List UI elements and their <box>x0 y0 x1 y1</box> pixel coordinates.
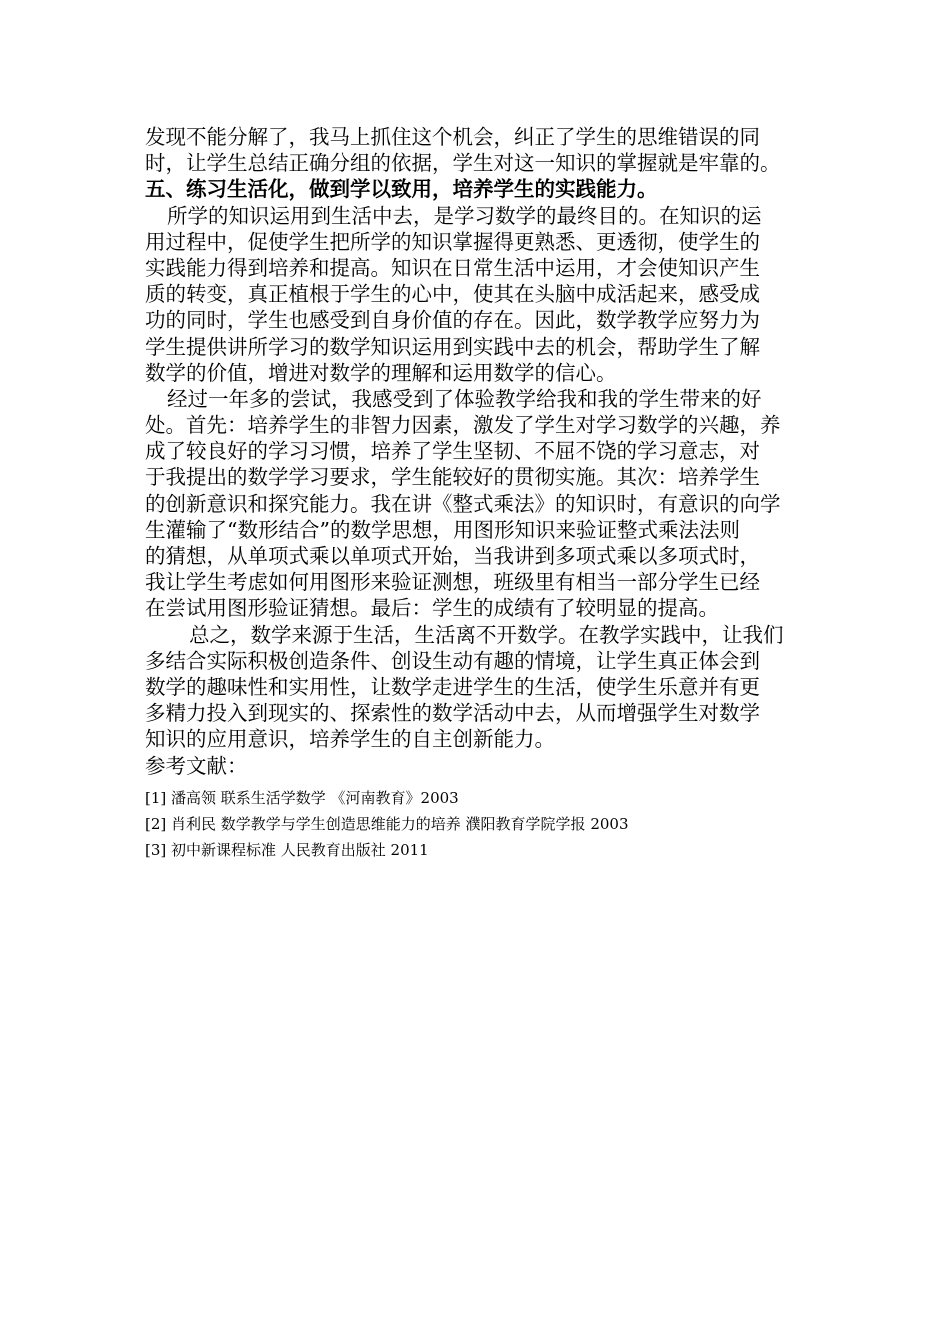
text-line: 在尝试用图形验证猜想。最后：学生的成绩有了较明显的提高。 <box>145 596 719 621</box>
text-line: 的创新意识和探究能力。我在讲《整式乘法》的知识时，有意识的向学 <box>145 491 781 516</box>
references-list <box>145 785 815 863</box>
paragraph-practice <box>145 203 815 386</box>
paragraph-experience <box>145 386 815 622</box>
text-line: 的猜想，从单项式乘以单项式开始，当我讲到多项式乘以多项式时， <box>145 544 760 568</box>
text-line: 数学的趣味性和实用性，让数学走进学生的生活，使学生乐意并有更 <box>145 674 760 699</box>
text-line: 功的同时，学生也感受到自身价值的存在。因此，数学教学应努力为 <box>145 308 760 333</box>
paragraph-intro <box>145 124 815 176</box>
text-line: 所学的知识运用到生活中去，是学习数学的最终目的。在知识的运 <box>167 203 762 228</box>
text-line: 学生提供讲所学习的数学知识运用到实践中去的机会，帮助学生了解 <box>145 334 760 359</box>
text-line: 我让学生考虑如何用图形来验证测想，班级里有相当一部分学生已经 <box>145 570 760 595</box>
references-heading: 参考文献： <box>145 753 248 778</box>
reference-item: [2] 肖利民 数学教学与学生创造思维能力的培养 濮阳教育学院学报 2003 <box>145 814 629 833</box>
text-line: 多精力投入到现实的、探索性的数学活动中去，从而增强学生对数学 <box>145 701 760 726</box>
text-line: 经过一年多的尝试，我感受到了体验教学给我和我的学生带来的好 <box>167 386 762 411</box>
document-body <box>145 124 815 863</box>
text-line: 知识的应用意识，培养学生的自主创新能力。 <box>145 727 555 752</box>
text-line: 生灌输了“数形结合”的数学思想，用图形知识来验证整式乘法法则 <box>145 517 740 542</box>
text-line: 质的转变，真正植根于学生的心中，使其在头脑中成活起来，感受成 <box>145 282 760 307</box>
section-heading: 五、练习生活化，做到学以致用，培养学生的实践能力。 <box>145 177 658 202</box>
text-line: 数学的价值，增进对数学的理解和运用数学的信心。 <box>145 360 617 385</box>
text-line: 用过程中，促使学生把所学的知识掌握得更熟悉、更透彻，使学生的 <box>145 229 760 254</box>
text-line: 发现不能分解了，我马上抓住这个机会，纠正了学生的思维错误的同 <box>145 125 760 149</box>
text-line: 多结合实际积极创造条件、创设生动有趣的情境，让学生真正体会到 <box>145 648 760 673</box>
text-line: 于我提出的数学学习要求，学生能较好的贯彻实施。其次：培养学生 <box>145 465 760 490</box>
text-line: 总之，数学来源于生活，生活离不开数学。在教学实践中，让我们 <box>189 622 784 647</box>
text-line: 实践能力得到培养和提高。知识在日常生活中运用，才会使知识产生 <box>145 255 760 280</box>
paragraph-summary <box>145 622 815 753</box>
text-line: 处。首先：培养学生的非智力因素，激发了学生对学习数学的兴趣，养 <box>145 413 781 438</box>
reference-item: [3] 初中新课程标准 人民教育出版社 2011 <box>145 840 429 859</box>
text-line: 时，让学生总结正确分组的依据，学生对这一知识的掌握就是牢靠的。 <box>145 151 781 176</box>
reference-item: [1] 潘高领 联系生活学数学 《河南教育》2003 <box>145 788 459 807</box>
text-line: 成了较良好的学习习惯，培养了学生坚韧、不屈不饶的学习意志，对 <box>145 439 760 464</box>
